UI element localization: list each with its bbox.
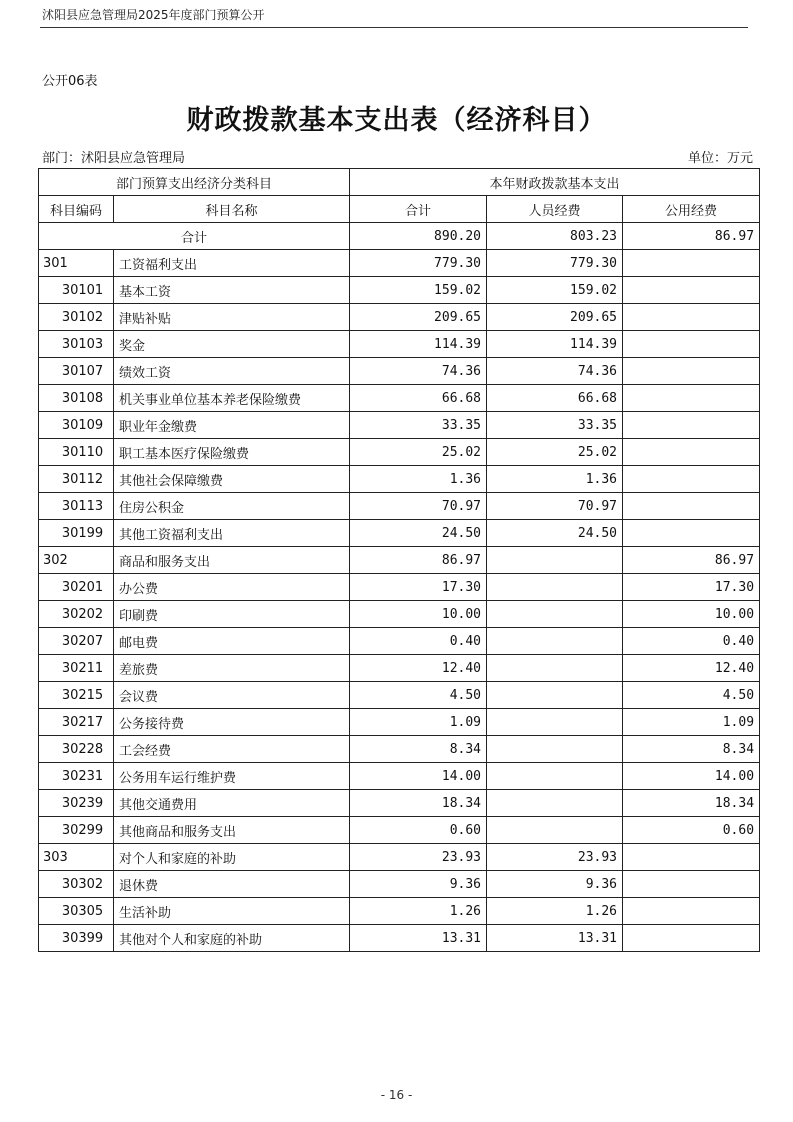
table-number: 公开06表 (42, 74, 98, 89)
row-public (623, 277, 760, 304)
row-code: 30211 (39, 655, 114, 682)
row-personnel (487, 709, 623, 736)
row-total: 209.65 (350, 304, 487, 331)
table-row (39, 304, 760, 331)
table-row (39, 385, 760, 412)
total-public: 86.97 (623, 223, 760, 250)
row-code: 30201 (39, 574, 114, 601)
row-name: 绩效工资 (114, 358, 350, 385)
row-code: 30199 (39, 520, 114, 547)
row-total: 17.30 (350, 574, 487, 601)
row-code: 302 (39, 547, 114, 574)
row-personnel: 74.36 (487, 358, 623, 385)
row-name: 住房公积金 (114, 493, 350, 520)
row-code: 30107 (39, 358, 114, 385)
row-code: 30302 (39, 871, 114, 898)
row-total: 33.35 (350, 412, 487, 439)
row-code: 30231 (39, 763, 114, 790)
row-public (623, 898, 760, 925)
row-name: 基本工资 (114, 277, 350, 304)
row-name: 办公费 (114, 574, 350, 601)
row-public: 12.40 (623, 655, 760, 682)
row-total: 0.60 (350, 817, 487, 844)
row-code: 30207 (39, 628, 114, 655)
row-name: 会议费 (114, 682, 350, 709)
table-row (39, 925, 760, 952)
row-personnel: 1.26 (487, 898, 623, 925)
row-personnel (487, 817, 623, 844)
row-personnel: 779.30 (487, 250, 623, 277)
total-label: 合计 (39, 223, 350, 250)
row-name: 其他工资福利支出 (114, 520, 350, 547)
row-public: 0.40 (623, 628, 760, 655)
row-name: 邮电费 (114, 628, 350, 655)
row-total: 24.50 (350, 520, 487, 547)
table-row (39, 250, 760, 277)
row-public (623, 385, 760, 412)
row-code: 30217 (39, 709, 114, 736)
row-total: 159.02 (350, 277, 487, 304)
row-total: 4.50 (350, 682, 487, 709)
table-row (39, 331, 760, 358)
row-personnel: 25.02 (487, 439, 623, 466)
row-total: 23.93 (350, 844, 487, 871)
table-row (39, 871, 760, 898)
row-total: 1.36 (350, 466, 487, 493)
page-number: - 16 - (380, 1088, 413, 1102)
row-total: 70.97 (350, 493, 487, 520)
table-row (39, 898, 760, 925)
row-personnel: 24.50 (487, 520, 623, 547)
unit-label: 单位：万元 (687, 151, 753, 166)
table-row (39, 277, 760, 304)
row-total: 74.36 (350, 358, 487, 385)
row-personnel (487, 736, 623, 763)
row-personnel: 13.31 (487, 925, 623, 952)
header-rule (40, 27, 748, 28)
row-personnel (487, 601, 623, 628)
row-code: 30109 (39, 412, 114, 439)
row-public (623, 304, 760, 331)
row-public: 8.34 (623, 736, 760, 763)
row-public (623, 439, 760, 466)
header-code: 科目编码 (39, 196, 114, 223)
table-row (39, 412, 760, 439)
table-row (39, 655, 760, 682)
header-public: 公用经费 (623, 196, 760, 223)
row-code: 30305 (39, 898, 114, 925)
row-code: 30113 (39, 493, 114, 520)
row-public (623, 520, 760, 547)
row-personnel (487, 790, 623, 817)
row-total: 779.30 (350, 250, 487, 277)
row-public: 86.97 (623, 547, 760, 574)
table-row (39, 574, 760, 601)
row-public: 4.50 (623, 682, 760, 709)
row-personnel: 33.35 (487, 412, 623, 439)
row-code: 30215 (39, 682, 114, 709)
row-public (623, 250, 760, 277)
row-name: 其他对个人和家庭的补助 (114, 925, 350, 952)
table-row (39, 466, 760, 493)
row-public: 14.00 (623, 763, 760, 790)
row-public (623, 466, 760, 493)
row-public (623, 871, 760, 898)
row-code: 30101 (39, 277, 114, 304)
row-public (623, 844, 760, 871)
row-code: 30202 (39, 601, 114, 628)
total-personnel: 803.23 (487, 223, 623, 250)
row-public (623, 331, 760, 358)
row-name: 奖金 (114, 331, 350, 358)
row-public (623, 493, 760, 520)
row-total: 66.68 (350, 385, 487, 412)
table-row (39, 763, 760, 790)
row-code: 301 (39, 250, 114, 277)
row-total: 114.39 (350, 331, 487, 358)
row-public: 10.00 (623, 601, 760, 628)
row-name: 对个人和家庭的补助 (114, 844, 350, 871)
row-total: 86.97 (350, 547, 487, 574)
table-row (39, 358, 760, 385)
row-total: 10.00 (350, 601, 487, 628)
row-personnel: 66.68 (487, 385, 623, 412)
row-total: 18.34 (350, 790, 487, 817)
row-total: 1.09 (350, 709, 487, 736)
header-total: 合计 (350, 196, 487, 223)
row-total: 25.02 (350, 439, 487, 466)
table-row (39, 547, 760, 574)
row-total: 0.40 (350, 628, 487, 655)
row-name: 其他交通费用 (114, 790, 350, 817)
row-personnel: 209.65 (487, 304, 623, 331)
budget-table (38, 168, 760, 952)
row-total: 12.40 (350, 655, 487, 682)
row-personnel: 9.36 (487, 871, 623, 898)
header-row-group (39, 169, 760, 196)
row-personnel (487, 574, 623, 601)
row-personnel (487, 763, 623, 790)
row-name: 其他商品和服务支出 (114, 817, 350, 844)
row-name: 机关事业单位基本养老保险缴费 (114, 385, 350, 412)
row-name: 差旅费 (114, 655, 350, 682)
row-name: 生活补助 (114, 898, 350, 925)
row-total: 13.31 (350, 925, 487, 952)
row-code: 30102 (39, 304, 114, 331)
row-public (623, 412, 760, 439)
table-row (39, 844, 760, 871)
row-code: 30112 (39, 466, 114, 493)
table-row (39, 709, 760, 736)
row-name: 公务接待费 (114, 709, 350, 736)
table-row (39, 790, 760, 817)
row-name: 津贴补贴 (114, 304, 350, 331)
row-total: 9.36 (350, 871, 487, 898)
row-code: 30108 (39, 385, 114, 412)
department-label: 部门：沭阳县应急管理局 (42, 151, 186, 166)
table-row (39, 493, 760, 520)
row-code: 30399 (39, 925, 114, 952)
row-total: 14.00 (350, 763, 487, 790)
row-personnel: 70.97 (487, 493, 623, 520)
header-personnel: 人员经费 (487, 196, 623, 223)
table-row (39, 601, 760, 628)
row-code: 30299 (39, 817, 114, 844)
row-public (623, 925, 760, 952)
total-amount: 890.20 (350, 223, 487, 250)
row-personnel (487, 682, 623, 709)
row-public: 18.34 (623, 790, 760, 817)
row-code: 303 (39, 844, 114, 871)
row-name: 职工基本医疗保险缴费 (114, 439, 350, 466)
row-personnel: 1.36 (487, 466, 623, 493)
row-code: 30103 (39, 331, 114, 358)
row-personnel (487, 547, 623, 574)
row-name: 工资福利支出 (114, 250, 350, 277)
row-personnel (487, 628, 623, 655)
table-row (39, 628, 760, 655)
row-name: 退休费 (114, 871, 350, 898)
row-name: 印刷费 (114, 601, 350, 628)
page-header: 沭阳县应急管理局2025年度部门预算公开 (42, 8, 265, 22)
row-total: 1.26 (350, 898, 487, 925)
table-row (39, 682, 760, 709)
row-personnel: 159.02 (487, 277, 623, 304)
table-row (39, 736, 760, 763)
row-total: 8.34 (350, 736, 487, 763)
row-code: 30228 (39, 736, 114, 763)
header-name: 科目名称 (114, 196, 350, 223)
table-row (39, 520, 760, 547)
row-name: 商品和服务支出 (114, 547, 350, 574)
row-public (623, 358, 760, 385)
row-name: 公务用车运行维护费 (114, 763, 350, 790)
row-name: 工会经费 (114, 736, 350, 763)
row-code: 30239 (39, 790, 114, 817)
row-personnel: 114.39 (487, 331, 623, 358)
row-public: 0.60 (623, 817, 760, 844)
row-code: 30110 (39, 439, 114, 466)
page-title: 财政拨款基本支出表（经济科目） (186, 105, 607, 136)
total-row (39, 223, 760, 250)
header-group-right: 本年财政拨款基本支出 (350, 169, 760, 196)
table-row (39, 817, 760, 844)
row-public: 17.30 (623, 574, 760, 601)
row-personnel: 23.93 (487, 844, 623, 871)
row-public: 1.09 (623, 709, 760, 736)
header-row-columns (39, 196, 760, 223)
header-group-left: 部门预算支出经济分类科目 (39, 169, 350, 196)
row-personnel (487, 655, 623, 682)
row-name: 其他社会保障缴费 (114, 466, 350, 493)
row-name: 职业年金缴费 (114, 412, 350, 439)
table-row (39, 439, 760, 466)
